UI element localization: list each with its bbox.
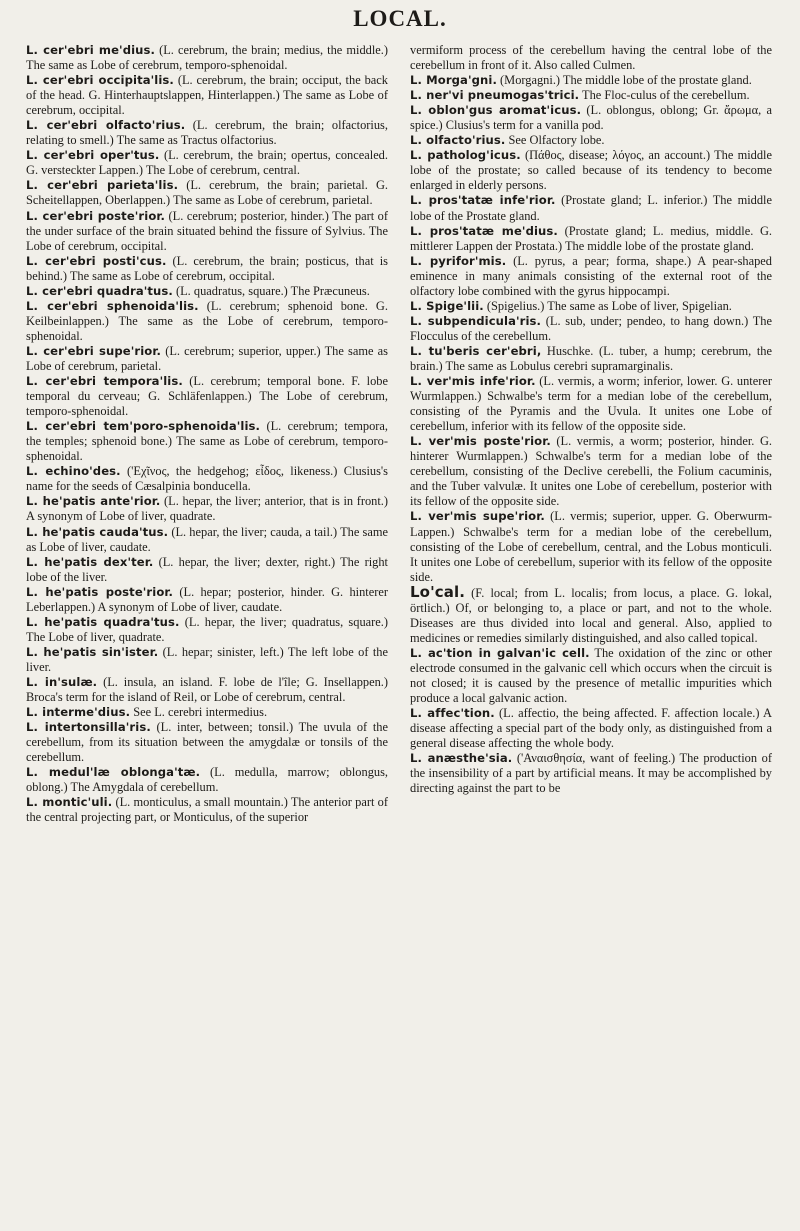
- entry-term: L. ac'tion in galvan'ic cell.: [410, 645, 590, 660]
- entry-definition: The Floc-culus of the cerebellum.: [579, 88, 750, 103]
- entry-term: L. he'patis cauda'tus.: [26, 524, 169, 539]
- entry-term: L. Morga'gni.: [410, 73, 497, 88]
- entry-term: L. cer'ebri tem'poro-sphenoida'lis.: [26, 419, 261, 434]
- dictionary-entry: [410, 133, 772, 148]
- entry-term: L. interme'dius.: [26, 705, 131, 720]
- dictionary-entry: [26, 118, 388, 148]
- entry-definition: (L. vermis, a worm; inferior, lower. G. unterer Wurmlappen.) Schwalbe's term for a median lobe of the cerebellum, consisting of the Pyramis and the Uvula. It unites one Lobe of cerebellum, inferior with its fellow of the opposite side.: [410, 374, 772, 434]
- entry-definition: (L. cerebrum, the brain; medius, the middle.) The same as Lobe of cerebrum, temporo-sphenoidal.: [26, 43, 389, 73]
- entry-term: L. olfacto'rius.: [410, 133, 506, 148]
- entry-definition: (Prostate gland; L. inferior.) The middle lobe of the Prostate gland.: [410, 193, 772, 223]
- entry-definition: (L. hepar, the liver; anterior, that is in front.) A synonym of Lobe of liver, quadrate.: [26, 494, 388, 524]
- entry-definition: The oxidation of the zinc or other electrode consumed in the galvanic cell which occurs when the circuit is not closed; it is caused by the presence of metallic impurities which produce a local galvanic action.: [410, 645, 772, 706]
- entry-term: L. affec'tion.: [410, 706, 495, 721]
- dictionary-entry: [26, 705, 388, 720]
- dictionary-entry: [26, 720, 388, 765]
- entry-definition: (Prostate gland; L. medius, middle. G. mittlerer Lappen der Prostata.) The middle lobe of the prostate gland.: [410, 223, 772, 253]
- dictionary-entry: [26, 555, 388, 585]
- entry-definition: vermiform process of the cerebellum having the central lobe of the cerebellum in front of it. Also called Culmen.: [410, 43, 772, 73]
- entry-definition: (L. hepar; sinister, left.) The left lobe of the liver.: [26, 644, 388, 674]
- entry-term: L. cer'ebri me'dius.: [26, 43, 156, 57]
- entry-term: L. cer'ebri sphenoida'lis.: [26, 298, 199, 313]
- entry-definition: (L. hepar, the liver; quadratus, square.) The Lobe of liver, quadrate.: [26, 614, 388, 644]
- entry-term: L. pyrifor'mis.: [410, 253, 507, 268]
- dictionary-entry: [410, 751, 772, 796]
- entry-definition: (Spigelius.) The same as Lobe of liver, Spigelian.: [483, 298, 732, 313]
- entry-term: L. patholog'icus.: [410, 148, 521, 163]
- entry-term: L. cer'ebri occipita'lis.: [26, 73, 174, 88]
- entry-term: L. oblon'gus aromat'icus.: [410, 103, 582, 118]
- dictionary-entry: [26, 284, 388, 299]
- entry-term: L. tu'beris cer'ebri,: [410, 343, 542, 358]
- entry-definition: (L. hepar, the liver; dexter, right.) The right lobe of the liver.: [26, 554, 388, 584]
- dictionary-entry: [26, 675, 388, 705]
- entry-term: L. ver'mis infe'rior.: [410, 374, 536, 389]
- entry-term: L. ver'mis poste'rior.: [410, 434, 551, 449]
- dictionary-entry: [410, 254, 772, 299]
- dictionary-entry: [26, 148, 388, 178]
- dictionary-entry: [410, 374, 772, 434]
- entry-term: L. cer'ebri parieta'lis.: [26, 178, 179, 193]
- entry-definition: See Olfactory lobe.: [505, 133, 605, 148]
- entry-term: L. cer'ebri posti'cus.: [26, 253, 167, 268]
- dictionary-entry: [26, 585, 388, 615]
- dictionary-entry: [26, 615, 388, 645]
- entry-definition: (L. cerebrum; temporal bone. F. lobe temporal du cerveau; G. Schläfenlappen.) The Lobe of cerebrum, temporo-sphenoidal.: [26, 374, 388, 419]
- entry-term: L. he'patis ante'rior.: [26, 494, 161, 509]
- entry-definition: (L. affectio, the being affected. F. affection locale.) A disease affecting a special part of the body only, as distinguished from a general disease affecting the whole body.: [410, 706, 772, 751]
- entry-definition: (Πάθος, disease; λόγος, an account.) The middle lobe of the prostate; so called because of its tendency to become enlarged in elderly persons.: [410, 148, 772, 193]
- entry-definition: (L. cerebrum; posterior, hinder.) The part of the under surface of the brain situated behind the fissure of Sylvius. The Lobe of cerebrum, occipital.: [26, 208, 388, 253]
- entry-term: L. in'sulæ.: [26, 674, 98, 689]
- entry-term: L. ver'mis supe'rior.: [410, 509, 545, 524]
- dictionary-entry: [410, 148, 772, 193]
- dictionary-entry: [410, 646, 772, 706]
- entry-definition: (Morgagni.) The middle lobe of the prostate gland.: [496, 73, 752, 88]
- entry-term: L. Spige'lii.: [410, 298, 484, 313]
- dictionary-entry: [410, 88, 772, 103]
- dictionary-entry: [26, 254, 388, 284]
- entry-definition: (L. vermis, a worm; posterior, hinder. G. hinterer Wurmlappen.) Schwalbe's term for a median lobe of the cerebellum, consisting of the Declive cerebelli, the Folium cacuminis, and the Tuber valvulæ. It unites one Lobe of cerebellum, posterior with its fellow of the opposite side.: [410, 434, 773, 509]
- entry-term: L. subpendicula'ris.: [410, 313, 542, 328]
- dictionary-entry: [26, 299, 388, 344]
- entry-definition: (L. insula, an island. F. lobe de l'île; G. Insellappen.) Broca's term for the island of Reil, or Lobe of cerebrum, central.: [26, 674, 389, 705]
- entry-term: Lo'cal.: [410, 582, 466, 601]
- dictionary-entry: [410, 344, 772, 374]
- dictionary-entry: [26, 494, 388, 524]
- right-column: [410, 43, 772, 796]
- entry-definition: (L. pyrus, a pear; forma, shape.) A pear-shaped eminence in many animals consisting of the external root of the olfactory lobe combined with the gyrus hippocampi.: [410, 253, 772, 298]
- entry-definition: (L. vermis; superior, upper. G. Oberwurm-Lappen.) Schwalbe's term for a median lobe of the cerebellum, consisting of the Lobe of cerebellum, central, and the Lobus monticuli. It unites one Lobe of cerebellum, superior with its fellow of the opposite side.: [410, 509, 772, 584]
- dictionary-entry: [410, 582, 772, 646]
- entry-term: L. intertonsilla'ris.: [26, 720, 151, 735]
- dictionary-entry: [410, 299, 772, 314]
- entry-definition: (L. cerebrum, the brain; posticus, that is behind.) The same as Lobe of cerebrum, occipital.: [26, 253, 388, 283]
- entry-definition: (L. cerebrum, the brain; opertus, concealed. G. versteckter Lappen.) The Lobe of cerebrum, central.: [26, 148, 388, 178]
- entry-term: L. montic'uli.: [26, 795, 113, 810]
- entry-term: L. pros'tatæ infe'rior.: [410, 193, 556, 208]
- dictionary-entry: [410, 43, 772, 73]
- dictionary-entry: [26, 344, 388, 374]
- dictionary-entry: [410, 314, 772, 344]
- dictionary-entry: [410, 193, 772, 223]
- dictionary-entry: [410, 224, 772, 254]
- page-header: LOCAL.: [353, 6, 447, 31]
- dictionary-entry: [410, 706, 772, 751]
- entry-term: L. cer'ebri oper'tus.: [26, 148, 160, 163]
- dictionary-entry: [26, 464, 388, 494]
- entry-term: L. cer'ebri tempora'lis.: [26, 374, 183, 389]
- entry-term: L. ner'vi pneumogas'trici.: [410, 88, 580, 103]
- entry-definition: (L. cerebrum; sphenoid bone. G. Keilbeinlappen.) The same as the Lobe of cerebrum, temporo-sphenoidal.: [26, 298, 388, 343]
- entry-definition: See L. cerebri intermedius.: [130, 705, 268, 720]
- entry-term: L. he'patis poste'rior.: [26, 584, 174, 599]
- entry-definition: (L. cerebrum, the brain; olfactorius, relating to smell.) The same as Tractus olfactorius.: [26, 118, 388, 148]
- entry-definition: ('Αναισθησία, want of feeling.) The production of the insensibility of a part by artificial means. It may be accomplished by directing against the part to be: [410, 751, 772, 796]
- entry-term: L. cer'ebri supe'rior.: [26, 343, 162, 358]
- dictionary-entry: [410, 434, 772, 509]
- entry-term: L. he'patis sin'ister.: [26, 644, 159, 659]
- entry-term: L. medul'læ oblonga'tæ.: [26, 765, 201, 780]
- dictionary-entry: [26, 73, 388, 118]
- entry-definition: (L. hepar; posterior, hinder. G. hinterer Leberlappen.) A synonym of Lobe of liver, caudate.: [26, 584, 388, 614]
- entry-term: L. pros'tatæ me'dius.: [410, 223, 558, 238]
- entry-term: L. echino'des.: [26, 464, 121, 479]
- entry-definition: (L. sub, under; pendeo, to hang down.) The Flocculus of the cerebellum.: [410, 313, 773, 343]
- dictionary-entry: [26, 178, 388, 208]
- dictionary-entry: [26, 795, 388, 825]
- entry-definition: (F. local; from L. localis; from locus, a place. G. lokal, örtlich.) Of, or belonging to, a place or part, and not to the whole. Diseases are thus divided into local and general. Also, applied to medicines or remedies similarly distinguished, and also called topical.: [410, 585, 772, 645]
- dictionary-entry: [26, 645, 388, 675]
- entry-definition: (L. medulla, marrow; oblongus, oblong.) The Amygdala of cerebellum.: [26, 765, 389, 795]
- entry-term: L. he'patis quadra'tus.: [26, 614, 180, 629]
- entry-definition: (L. quadratus, square.) The Præcuneus.: [172, 283, 370, 298]
- entry-term: L. cer'ebri quadra'tus.: [26, 283, 173, 298]
- entry-definition: (L. hepar, the liver; cauda, a tail.) The same as Lobe of liver, caudate.: [26, 524, 388, 554]
- dictionary-entry: [26, 209, 388, 254]
- entry-definition: (L. cerebrum; tempora, the temples; sphenoid bone.) The same as Lobe of cerebrum, temporo-sphenoidal.: [26, 419, 388, 464]
- entry-definition: Huschke. (L. tuber, a hump; cerebrum, the brain.) The same as Lobulus cerebri supramarginalis.: [410, 343, 772, 373]
- dictionary-entry: [26, 43, 388, 73]
- dictionary-entry: [26, 765, 388, 795]
- entry-term: L. anæsthe'sia.: [410, 751, 513, 766]
- dictionary-entry: [26, 374, 388, 419]
- left-column: [26, 43, 388, 825]
- entry-term: L. cer'ebri olfacto'rius.: [26, 118, 186, 133]
- entry-definition: (L. cerebrum, the brain; parietal. G. Scheitellappen, Oberlappen.) The same as Lobe of cerebrum, parietal.: [26, 178, 388, 208]
- dictionary-entry: [410, 509, 772, 584]
- dictionary-entry: [26, 419, 388, 464]
- entry-definition: (L. inter, between; tonsil.) The uvula of the cerebellum, from its situation between the amygdalæ or tonsils of the cerebellum.: [26, 720, 388, 765]
- entry-definition: (L. cerebrum, the brain; occiput, the back of the head. G. Hinterhauptslappen, Hinterlappen.) The same as Lobe of cerebrum, occipital.: [26, 73, 388, 118]
- dictionary-entry: [410, 103, 772, 133]
- entry-term: L. he'patis dex'ter.: [26, 554, 154, 569]
- dictionary-entry: [26, 525, 388, 555]
- entry-term: L. cer'ebri poste'rior.: [26, 208, 166, 223]
- entry-definition: ('Εχῖνος, the hedgehog; εἶδος, likeness.) Clusius's name for the seeds of Cæsalpinia bonducella.: [26, 464, 388, 494]
- entry-definition: (L. oblongus, oblong; Gr. ἄρωμα, a spice.) Clusius's term for a vanilla pod.: [410, 103, 772, 133]
- entry-definition: (L. cerebrum; superior, upper.) The same as Lobe of cerebrum, parietal.: [26, 343, 388, 373]
- dictionary-entry: [410, 73, 772, 88]
- entry-definition: (L. monticulus, a small mountain.) The anterior part of the central projecting part, or Monticulus, of the superior: [26, 795, 388, 825]
